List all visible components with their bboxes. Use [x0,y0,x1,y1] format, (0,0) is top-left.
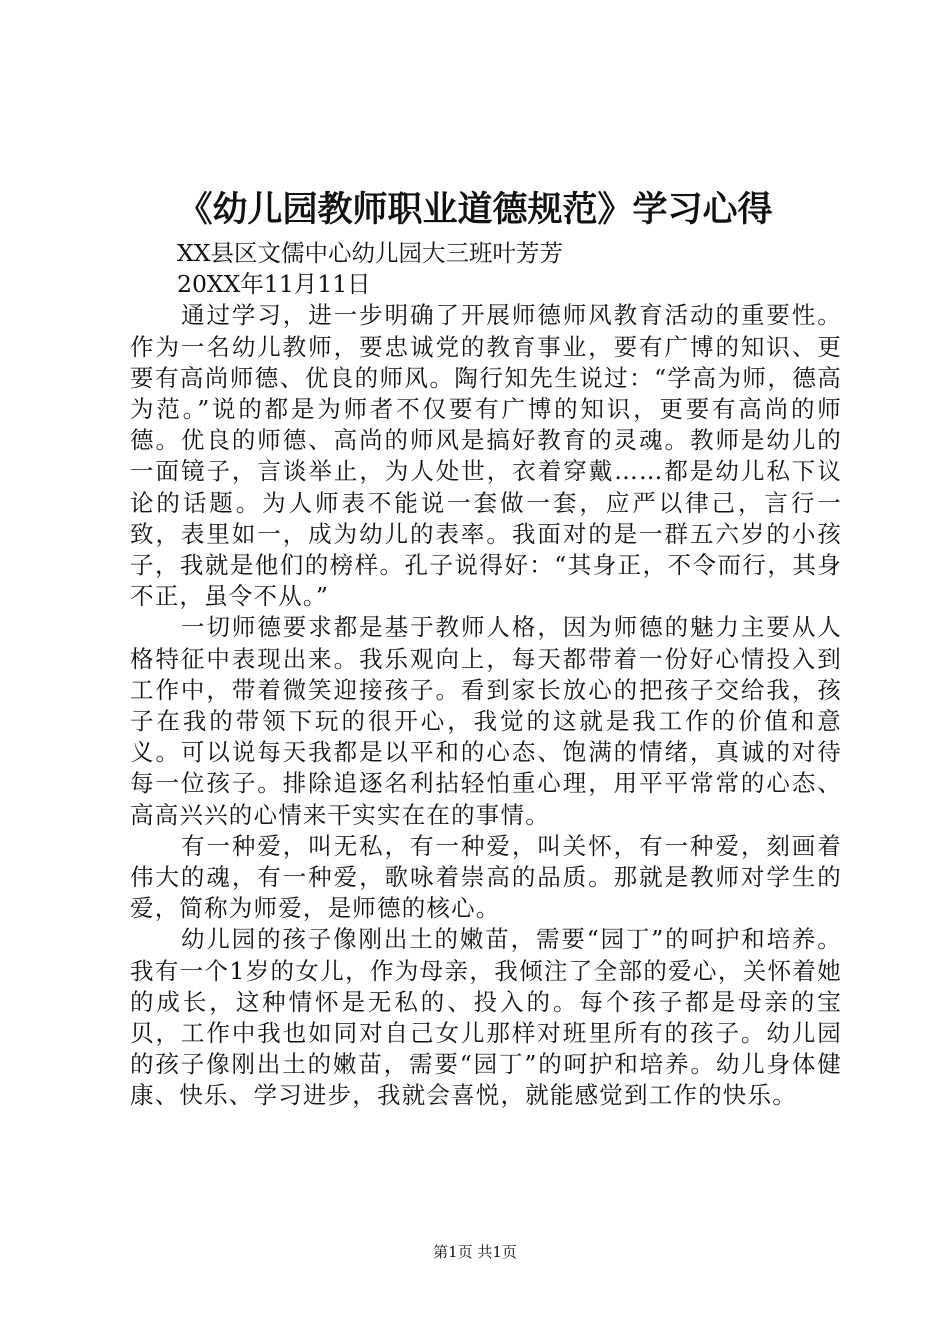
paragraph: 一切师德要求都是基于教师人格，因为师德的魅力主要从人格特征中表现出来。我乐观向上，每天都带着一份好心情投入到工作中，带着微笑迎接孩子。看到家长放心的把孩子交给我，孩子在我的带领下玩的很开心，我觉的这就是我工作的价值和意义。可以说每天我都是以平和的心态、饱满的情绪，真诚的对待每一位孩子。排除追逐名利拈轻怕重心理，用平平常常的心态、高高兴兴的心情来干实实在在的事情。 [130,613,842,829]
paragraph: 幼儿园的孩子像刚出土的嫩苗，需要“园丁”的呵护和培养。我有一个1岁的女儿，作为母亲，我倾注了全部的爱心，关怀着她的成长，这种情怀是无私的、投入的。每个孩子都是母亲的宝贝，工作中我也如同对自己女儿那样对班里所有的孩子。幼儿园的孩子像刚出土的嫩苗，需要“园丁”的呵护和培养。幼儿身体健康、快乐、学习进步，我就会喜悦，就能感觉到工作的快乐。 [130,925,842,1110]
date-line: 20XX年11月11日 [177,270,371,299]
paragraph: 通过学习，进一步明确了开展师德师风教育活动的重要性。作为一名幼儿教师，要忠诚党的教育事业，要有广博的知识、更要有高尚师德、优良的师风。陶行知先生说过：“学高为师，德高为范。”说的都是为师者不仅要有广博的知识，更要有高尚的师德。优良的师德、高尚的师风是搞好教育的灵魂。教师是幼儿的一面镜子，言谈举止，为人处世，衣着穿戴……都是幼儿私下议论的话题。为人师表不能说一套做一套，应严以律己，言行一致，表里如一，成为幼儿的表率。我面对的是一群五六岁的小孩子，我就是他们的榜样。孔子说得好：“其身正，不令而行，其身不正，虽令不从。” [130,301,842,611]
paragraph: 有一种爱，叫无私，有一种爱，叫关怀，有一种爱，刻画着伟大的魂，有一种爱，歌咏着崇高的品质。那就是教师对学生的爱，简称为师爱，是师德的核心。 [130,831,842,923]
document-title: 《幼儿园教师职业道德规范》学习心得 [177,190,773,230]
author-line: XX县区文儒中心幼儿园大三班叶芳芳 [177,239,563,267]
page-number-footer: 第1页 共1页 [433,1243,517,1261]
document-body [130,238,842,1112]
